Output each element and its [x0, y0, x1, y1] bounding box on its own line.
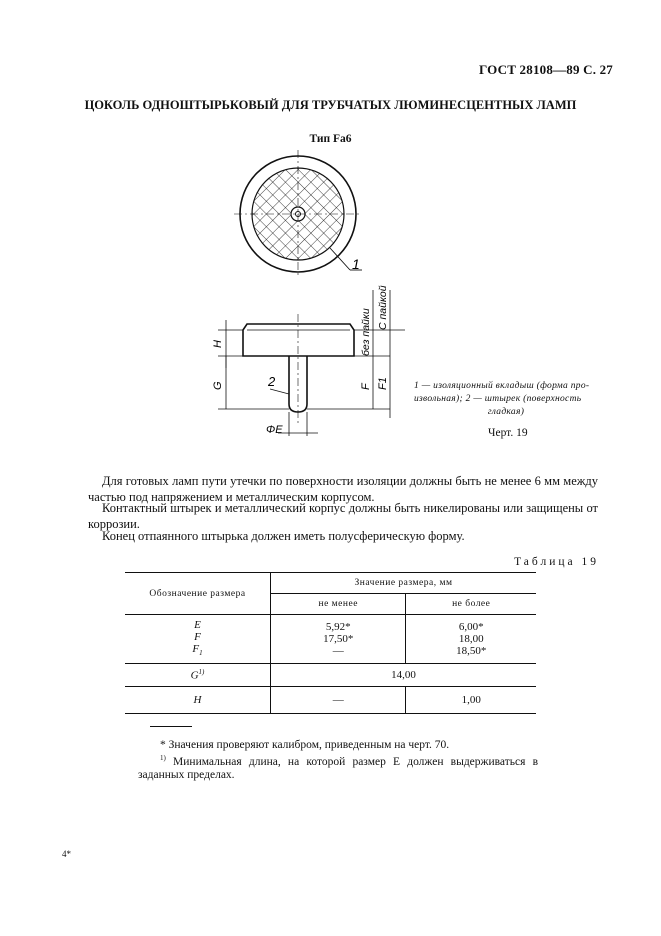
footnote: * Значения проверяют калибром, приведенным на черт. 70. [160, 739, 450, 751]
header-min: не менее [271, 594, 406, 615]
designation-g: $G^{1)}$ [125, 664, 271, 687]
label-insert: 1 [352, 256, 360, 272]
section-title: ЦОКОЛЬ ОДНОШТЫРЬКОВЫЙ ДЛЯ ТРУБЧАТЫХ ЛЮМИНЕСЦЕНТНЫХ ЛАМП [84, 98, 577, 112]
table-caption: Таблица 19 [514, 556, 599, 568]
header-value: Значение размера, мм [271, 573, 537, 594]
legend-line: 1 — изоляционный вкладыш (форма про- [414, 381, 590, 391]
footnote-divider [150, 726, 192, 727]
base-side-view [243, 314, 354, 424]
figure-legend [414, 380, 598, 419]
dim-label-e: ΦE [266, 424, 283, 436]
designation-group: E F $F_1$ [125, 615, 271, 664]
document-header: ГОСТ 28108—89 С. 27 [479, 62, 613, 77]
header-designation: Обозначение размера [125, 573, 271, 615]
technical-drawing [190, 150, 420, 450]
base-top-view [234, 150, 362, 278]
footnote: $^{1)}$ Минимальная длина, на которой размер E должен выдерживаться в заданных пределах. [138, 754, 539, 782]
header-max: не более [406, 594, 536, 615]
note-no-solder: без пайки [360, 308, 372, 356]
min-group: 5,92* 17,50* — [271, 615, 406, 664]
figure-label: Черт. 19 [488, 427, 528, 439]
max-h: 1,00 [406, 687, 536, 714]
dim-label-f: F [360, 383, 372, 390]
legend-line: гладкая) [487, 407, 525, 417]
dimensions-table [125, 572, 536, 714]
max-group: 6,00* 18,00 18,50* [406, 615, 536, 664]
body-paragraph: Конец отпаянного штырька должен иметь полусферическую форму. [102, 529, 465, 543]
body-paragraph: Для готовых ламп пути утечки по поверхности изоляции должны быть не менее 6 мм между частью под напряжением и металлическим корпусом. [88, 474, 598, 504]
dim-label-f1: F1 [377, 377, 389, 390]
legend-line: извольная); 2 — штырек (поверхность [414, 394, 582, 404]
page-mark: 4* [62, 849, 71, 859]
body-paragraph: Контактный штырек и металлический корпус должны быть никелированы или защищены от коррозии. [88, 501, 598, 531]
label-pin: 2 [268, 374, 276, 389]
designation-h: H [125, 687, 271, 714]
value-g: 14,00 [271, 664, 537, 687]
note-with-solder: С пайкой [377, 285, 389, 330]
dim-label-h: H [212, 340, 224, 348]
section-subtitle: Тип Fa6 [309, 133, 352, 145]
min-h: — [271, 687, 406, 714]
dim-label-g: G [212, 381, 224, 390]
